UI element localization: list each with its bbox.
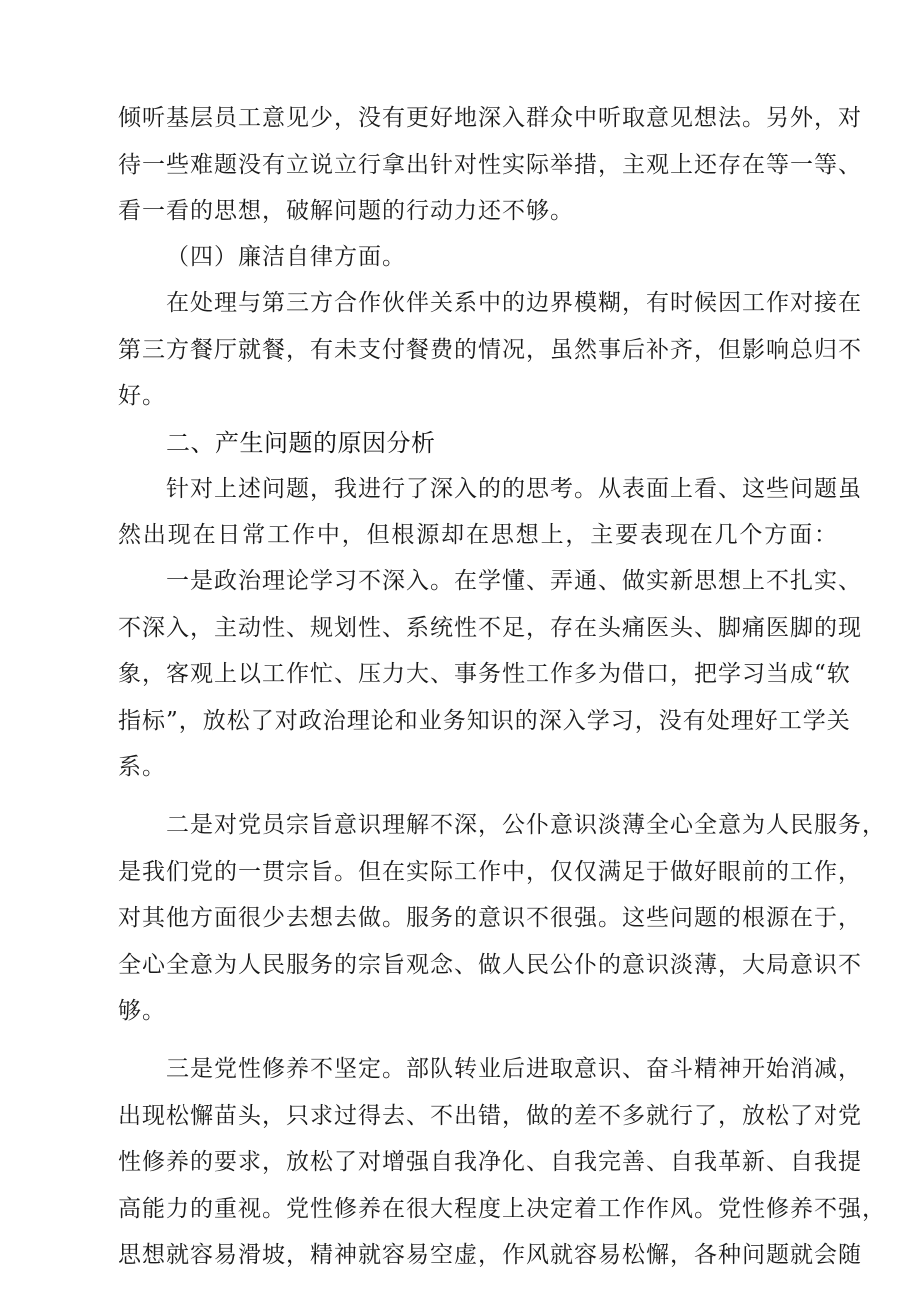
paragraph-line: 象，客观上以工作忙、压力大、事务性工作多为借口，把学习当成“软 [118,661,851,687]
paragraph-line: 对其他方面很少去想去做。服务的意识不很强。这些问题的根源在于， [118,905,862,931]
paragraph-line: 一是政治理论学习不深入。在学懂、弄通、做实新思想上不扎实、 [166,568,862,594]
paragraph-line: 二是对党员宗旨意识理解不深，公仆意识淡薄全心全意为人民服务， [166,812,886,838]
paragraph-line: 高能力的重视。党性修养在很大程度上决定着工作作风。党性修养不强， [118,1196,886,1222]
paragraph-line: 性修养的要求，放松了对增强自我净化、自我完善、自我革新、自我提 [118,1149,862,1175]
section-heading: 二、产生问题的原因分析 [166,429,436,457]
paragraph-line: 全心全意为人民服务的宗旨观念、做人民公仆的意识淡薄，大局意识不 [118,952,862,978]
paragraph-line: 在处理与第三方合作伙伴关系中的边界模糊，有时候因工作对接在 [166,290,862,316]
paragraph-line: 三是党性修养不坚定。部队转业后进取意识、奋斗精神开始消减， [166,1056,862,1082]
paragraph-line: 倾听基层员工意见少，没有更好地深入群众中听取意见想法。另外，对 [118,105,862,131]
paragraph-line: 待一些难题没有立说立行拿出针对性实际举措，主观上还存在等一等、 [118,152,862,178]
paragraph-line: 第三方餐厅就餐，有未支付餐费的情况，虽然事后补齐，但影响总归不 [118,337,862,363]
paragraph-line: 思想就容易滑坡，精神就容易空虚，作风就容易松懈，各种问题就会随 [118,1242,862,1268]
paragraph-line: 指标”，放松了对政治理论和业务知识的深入学习，没有处理好工学关 [118,708,851,734]
paragraph-line: 针对上述问题，我进行了深入的的思考。从表面上看、这些问题虽 [166,476,862,502]
paragraph-line: 出现松懈苗头，只求过得去、不出错，做的差不多就行了，放松了对党 [118,1103,862,1129]
paragraph-line: 不深入，主动性、规划性、系统性不足，存在头痛医头、脚痛医脚的现 [118,615,862,641]
paragraph-line: 是我们党的一贯宗旨。但在实际工作中，仅仅满足于做好眼前的工作， [118,859,862,885]
paragraph-line: 然出现在日常工作中，但根源却在思想上，主要表现在几个方面： [118,522,838,548]
subsection-heading: （四）廉洁自律方面。 [166,244,406,270]
paragraph-line: 好。 [118,383,166,409]
paragraph-line: 够。 [118,998,166,1024]
paragraph-line: 看一看的思想，破解问题的行动力还不够。 [118,198,574,224]
paragraph-line: 系。 [118,754,166,780]
